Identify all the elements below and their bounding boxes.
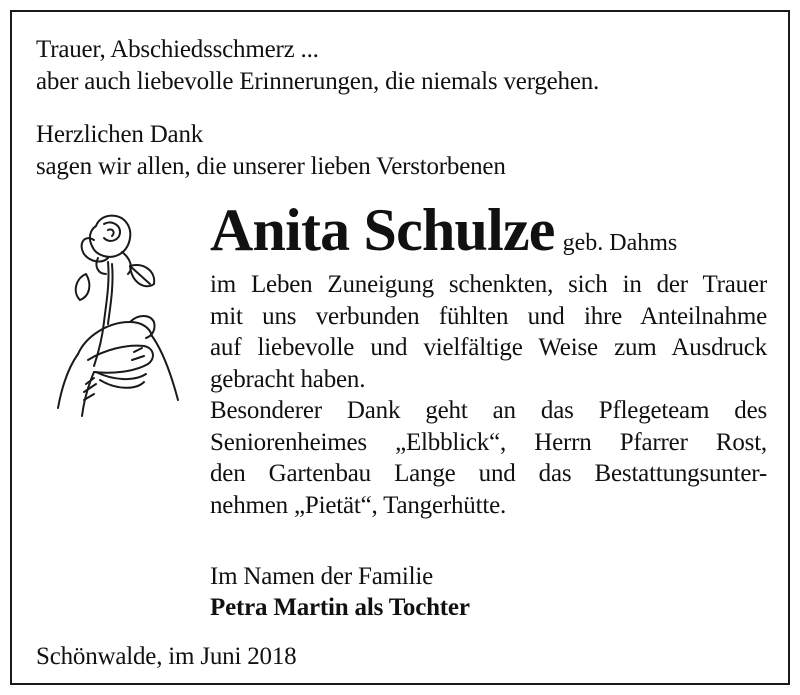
body-line: Seniorenheimes „Elbblick“, Herrn Pfarrer Rost, <box>210 428 767 456</box>
birth-name: geb. Dahms <box>562 230 678 256</box>
intro-line-2: aber auch liebevolle Erinnerungen, die niemals vergehen. <box>36 68 600 95</box>
body-line: mit uns verbunden fühlten und ihre Anteilnahme <box>210 302 767 330</box>
obituary-frame <box>10 10 790 685</box>
body-line: auf liebevolle und vielfältige Weise zum Ausdruck <box>210 334 767 361</box>
body-line: nehmen „Pietät“, Tangerhütte. <box>210 491 507 519</box>
thanks-heading: Herzlichen Dank <box>36 121 204 148</box>
intro-line-1: Trauer, Abschiedsschmerz ... <box>36 36 319 63</box>
body-line: Besonderer Dank geht an das Pflegeteam des <box>210 397 767 424</box>
thanks-body <box>210 269 767 521</box>
family-signature: Petra Martin als Tochter <box>210 594 470 621</box>
family-intro: Im Namen der Familie <box>210 563 434 590</box>
thanks-line: sagen wir allen, die unserer lieben Verstorbenen <box>36 153 506 180</box>
body-line: gebracht haben. <box>210 365 366 393</box>
deceased-heading <box>210 195 677 265</box>
place-date: Schönwalde, im Juni 2018 <box>36 643 297 670</box>
body-line: im Leben Zuneigung schenkten, sich in der Trauer <box>210 271 767 298</box>
deceased-name: Anita Schulze <box>210 197 555 263</box>
rose-in-hand-icon <box>38 204 198 424</box>
body-line: den Gartenbau Lange und das Bestattungsunter- <box>210 460 767 487</box>
